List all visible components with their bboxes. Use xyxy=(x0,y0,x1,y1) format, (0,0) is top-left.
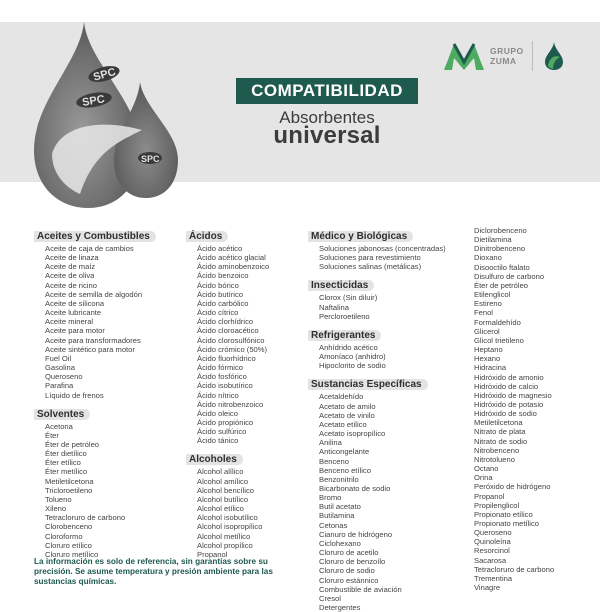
substance-item: Soluciones para revestimiento xyxy=(319,253,421,263)
substance-item: Cloruro estánnico xyxy=(319,575,379,585)
section-heading: Solventes xyxy=(34,409,90,420)
substance-item: Ácido benzoico xyxy=(197,271,249,281)
substance-item: Alcohol isopropílico xyxy=(197,522,263,532)
substance-item: Ácido cloroacético xyxy=(197,326,259,336)
substance-item: Ácido tánico xyxy=(197,436,239,446)
substance-item: Estireno xyxy=(474,299,502,309)
logo-divider xyxy=(532,41,533,71)
substance-item: Peróxido de hidrógeno xyxy=(474,482,551,492)
substance-item: Dietilamina xyxy=(474,235,512,245)
spc-label: SPC xyxy=(141,154,160,164)
substance-item: Disulfuro de carbono xyxy=(474,271,545,281)
item-list xyxy=(186,467,304,559)
section-aceites xyxy=(34,226,174,400)
substance-item: Amoníaco (anhidro) xyxy=(319,352,386,362)
substance-item: Ácido isobutírico xyxy=(197,381,253,391)
substance-item: Cianuro de hidrógeno xyxy=(319,529,393,539)
substance-item: Tetracloruro de carbono xyxy=(474,564,555,574)
section-heading: Médico y Biológicas xyxy=(308,231,413,242)
item-list xyxy=(34,244,174,400)
substance-item: Cloruro etílico xyxy=(45,540,92,550)
substance-item: Propanol xyxy=(197,549,228,559)
substance-item: Naftalina xyxy=(319,302,349,312)
substance-item: Alcohol propílico xyxy=(197,540,253,550)
substance-item: Aceite de oliva xyxy=(45,271,95,281)
section-heading: Aceites y Combustibles xyxy=(34,231,156,242)
substance-item: Hexano xyxy=(474,354,501,364)
substance-item: Anticongelante xyxy=(319,447,370,457)
substance-item: Ácido carbólico xyxy=(197,298,249,308)
item-list xyxy=(308,244,468,271)
substance-item: Propionato etílico xyxy=(474,509,533,519)
substance-item: Acetaldehído xyxy=(319,392,364,402)
substance-item: Éter xyxy=(45,430,59,440)
substance-item: Propanol xyxy=(474,491,505,501)
substance-item: Ácido sulfúrico xyxy=(197,427,247,437)
substance-item: Éter de petróleo xyxy=(45,439,100,449)
title-badge: COMPATIBILIDAD xyxy=(236,78,418,104)
substance-item: Éter metílico xyxy=(45,467,88,477)
substance-item: Quinoleína xyxy=(474,537,511,547)
substance-item: Tetracloruro de carbono xyxy=(45,513,126,523)
substance-item: Aceite mineral xyxy=(45,317,94,327)
zuma-logo-icon xyxy=(442,40,486,72)
substance-item: Éter etílico xyxy=(45,458,81,468)
substance-item: Alcohol isobutílico xyxy=(197,513,258,523)
substance-item: Éter dietílico xyxy=(45,449,87,459)
section-acidos xyxy=(186,226,304,445)
substance-item: Ácido bórico xyxy=(197,280,239,290)
substance-item: Ácido acético glacial xyxy=(197,253,266,263)
substance-item: Propionato metílico xyxy=(474,519,540,528)
substance-item: Hipoclorito de sodio xyxy=(319,361,386,371)
subtitle-line2: universal xyxy=(273,122,381,149)
substance-item: Acetato etílico xyxy=(319,419,367,429)
substance-item: Nitrato de sodio xyxy=(474,436,528,446)
substance-item: Octano xyxy=(474,464,499,474)
section-heading: Insecticidas xyxy=(308,280,374,291)
substance-item: Alcohol metílico xyxy=(197,531,251,541)
section-sustancias-cont xyxy=(474,226,600,592)
substance-item: Alcohol butílico xyxy=(197,494,249,504)
substance-item: Cloruro de acetilo xyxy=(319,548,379,558)
substance-item: Aceite de ricino xyxy=(45,280,97,290)
brand-name: GRUPO ZUMA xyxy=(490,46,524,66)
substance-item: Glicerol xyxy=(474,326,500,336)
substance-item: Clorox (Sin diluir) xyxy=(319,293,378,303)
substance-item: Butilamina xyxy=(319,511,355,521)
substance-item: Detergentes xyxy=(319,603,361,612)
section-sustancias xyxy=(308,374,468,612)
substance-item: Aceite sintético para motor xyxy=(45,344,135,354)
substance-item: Ácido crómico (50%) xyxy=(197,344,268,354)
substance-item: Aceite de semilla de algodón xyxy=(45,289,143,299)
brand-logo xyxy=(442,40,565,72)
substance-item: Etilenglicol xyxy=(474,290,511,300)
substance-item: Aceite para motor xyxy=(45,326,105,336)
section-solventes xyxy=(34,404,174,559)
substance-item: Sacarosa xyxy=(474,555,507,565)
substance-item: Cloruro de sodio xyxy=(319,566,375,576)
item-list xyxy=(308,343,468,370)
substance-item: Ácido propiónico xyxy=(197,417,254,427)
substance-item: Ácido cítrico xyxy=(197,308,239,318)
substance-item: Disooctilo ftalato xyxy=(474,262,530,272)
oil-drop-graphic xyxy=(22,22,182,212)
substance-item: Benzonitrilo xyxy=(319,474,359,484)
substance-item: Ácido aminobenzoico xyxy=(197,262,270,272)
substance-item: Fuel Oil xyxy=(45,353,72,363)
substance-item: Queroseno xyxy=(45,372,83,382)
substance-item: Anhídrido acético xyxy=(319,342,378,352)
substance-item: Bromo xyxy=(319,493,342,503)
substance-item: Anilina xyxy=(319,438,342,448)
column-1 xyxy=(34,226,174,563)
substance-item: Parafina xyxy=(45,381,74,391)
section-insecticidas xyxy=(308,275,468,320)
item-list xyxy=(186,244,304,445)
substance-item: Ácido fórmico xyxy=(197,363,244,373)
substance-item: Metiletilcetona xyxy=(474,418,523,428)
substance-item: Vinagre xyxy=(474,583,501,593)
item-list xyxy=(308,392,468,612)
substance-item: Aceite de maíz xyxy=(45,262,96,272)
substance-item: Fenol xyxy=(474,308,493,318)
substance-item: Nitrotolueno xyxy=(474,454,515,464)
substance-item: Ácido oleico xyxy=(197,408,238,418)
substance-item: Cetonas xyxy=(319,520,348,530)
column-2 xyxy=(186,226,304,563)
substance-item: Aceite de linaza xyxy=(45,253,99,263)
substance-item: Ácido acético xyxy=(197,244,243,253)
disclaimer-note: La información es solo de referencia, sin garantías sobre su precisión. Se asume temperatura y presión ambiente para las sustancias químicas. xyxy=(34,557,273,587)
column-3 xyxy=(308,226,468,612)
substance-item: Hidróxido de magnesio xyxy=(474,390,552,400)
substance-item: Acetato de amilo xyxy=(319,401,376,411)
substance-item: Ácido clorosulfónico xyxy=(197,335,265,345)
substance-item: Gasolina xyxy=(45,363,75,373)
substance-item: Formaldehído xyxy=(474,317,521,327)
substance-item: Acetato de vinilo xyxy=(319,410,375,420)
substance-item: Glicol trietileno xyxy=(474,335,524,345)
substance-item: Hidróxido de calcio xyxy=(474,381,539,391)
item-list xyxy=(474,226,600,592)
substance-item: Clorobenceno xyxy=(45,522,93,532)
section-heading: Sustancias Específicas xyxy=(308,379,428,390)
substance-item: Bicarbonato de sodio xyxy=(319,483,391,493)
substance-item: Combustible de aviación xyxy=(319,584,402,594)
substance-item: Trementina xyxy=(474,573,513,583)
section-medico xyxy=(308,226,468,271)
spc-label: SPC xyxy=(92,66,118,84)
substance-item: Hidróxido de sodio xyxy=(474,409,537,419)
substance-item: Dinitrobenceno xyxy=(474,244,526,254)
substance-item: Alcohol amílico xyxy=(197,476,249,486)
substance-item: Soluciones salinas (metálicas) xyxy=(319,262,422,272)
substance-item: Soluciones jabonosas (concentradas) xyxy=(319,244,446,253)
substance-item: Xileno xyxy=(45,504,67,514)
substance-item: Tricloroetileno xyxy=(45,485,93,495)
substance-item: Propilenglicol xyxy=(474,500,520,510)
substance-item: Aceite de silicona xyxy=(45,298,105,308)
substance-item: Acetona xyxy=(45,421,73,431)
substance-item: Percloroetileno xyxy=(319,311,370,321)
substance-item: Ciclohexano xyxy=(319,538,361,548)
substance-item: Butil acetato xyxy=(319,502,361,512)
substance-item: Diclorobenceno xyxy=(474,226,527,235)
item-list xyxy=(308,293,468,320)
section-heading: Refrigerantes xyxy=(308,330,381,341)
substance-item: Ácido fluorhídrico xyxy=(197,353,256,363)
spc-label: SPC xyxy=(81,93,106,109)
substance-item: Éter de petróleo xyxy=(474,280,529,290)
substance-item: Alcohol bencílico xyxy=(197,485,254,495)
section-alcoholes xyxy=(186,449,304,559)
substance-item: Hidróxido de potasio xyxy=(474,399,544,409)
substance-item: Heptano xyxy=(474,345,503,355)
drop-leaf-icon xyxy=(543,41,565,71)
substance-item: Ácido clorhídrico xyxy=(197,317,254,327)
substance-item: Hidróxido de amonio xyxy=(474,372,544,382)
substance-item: Aceite para transformadores xyxy=(45,335,141,345)
substance-item: Nitrato de plata xyxy=(474,427,526,437)
substance-item: Nitrobenceno xyxy=(474,445,520,455)
substance-item: Queroseno xyxy=(474,528,512,538)
substance-item: Acetato isopropílico xyxy=(319,429,386,439)
substance-item: Metiletilcetona xyxy=(45,476,94,486)
section-heading: Ácidos xyxy=(186,231,228,242)
substance-item: Ácido butírico xyxy=(197,289,244,299)
column-4 xyxy=(474,226,600,596)
substance-item: Alcohol alílico xyxy=(197,467,244,477)
substance-item: Benceno etílico xyxy=(319,465,371,475)
substance-item: Aceite lubricante xyxy=(45,308,102,318)
section-heading: Alcoholes xyxy=(186,454,243,465)
substance-item: Ácido fosfórico xyxy=(197,372,247,382)
substance-item: Cresol xyxy=(319,593,341,603)
substance-item: Alcohol etílico xyxy=(197,504,244,514)
substance-item: Aceite de caja de cambios xyxy=(45,244,134,253)
substance-item: Hidracina xyxy=(474,363,507,373)
subtitle-line1: Absorbentes xyxy=(279,108,375,127)
section-refrigerantes xyxy=(308,325,468,370)
substance-item: Benceno xyxy=(319,456,349,466)
substance-item: Ácido nitrobenzoico xyxy=(197,399,264,409)
substance-item: Cloruro de benzoílo xyxy=(319,557,386,567)
item-list xyxy=(34,422,174,559)
substance-item: Cloruro metílico xyxy=(45,549,99,559)
substance-item: Tolueno xyxy=(45,494,72,504)
substance-item: Líquido de frenos xyxy=(45,390,104,400)
substance-item: Dioxano xyxy=(474,253,502,263)
substance-item: Orina xyxy=(474,473,493,483)
substance-item: Ácido nítrico xyxy=(197,390,239,400)
substance-item: Resorcinol xyxy=(474,546,510,556)
substance-item: Cloroformo xyxy=(45,531,83,541)
